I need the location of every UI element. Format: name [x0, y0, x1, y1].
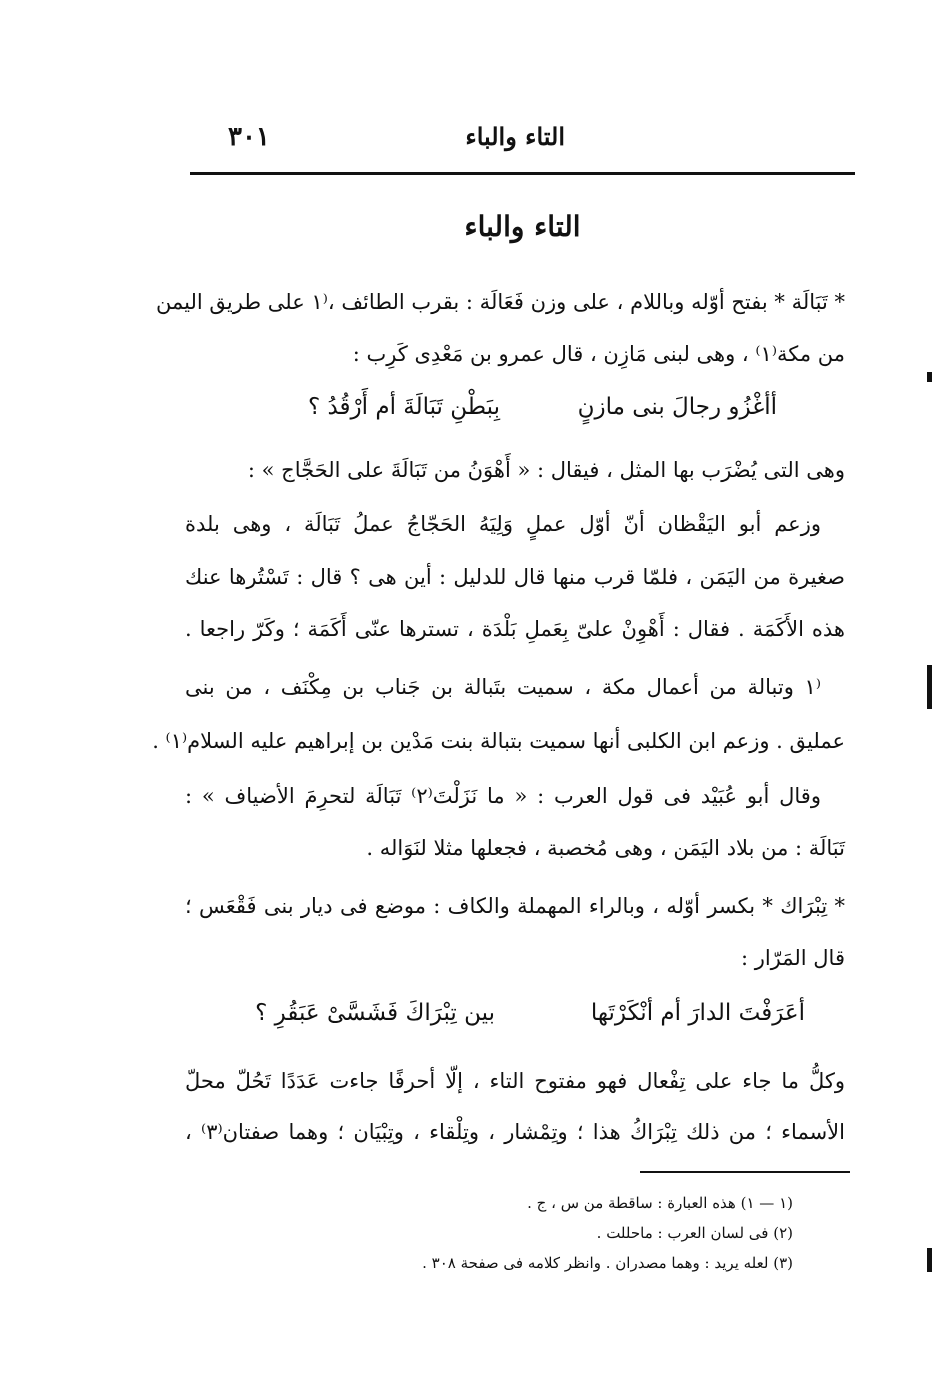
scan-edge-mark [927, 1248, 932, 1272]
section-title: التاء والباء [464, 210, 581, 243]
text-line: وزعم أبو اليَقْظان أنّ أوّل عملٍ وَلِيَهُ الحَجّاجُ عملُ تَبَالَة ، وهى بلدة [185, 512, 821, 536]
text-line: هذه الأَكَمَة . فقال : أَهْوِنْ علىّ بِعَملِ بَلْدَة ، تسترها عنّى أَكَمَة ؛ وكَرّ راجعا . [185, 617, 845, 641]
verse-second-hemistich: بِبَطْنِ تَبَالَةَ أم أَرْقُدُ ؟ [307, 394, 500, 420]
scan-edge-mark [927, 665, 932, 709]
text-line: صغيرة من اليَمَن ، فلمّا قرب منها قال للدليل : أين هى ؟ قال : تَسْتُرها عنك [185, 565, 845, 589]
text-line: * تِبْرَاك * بكسر أوّله ، وبالراء المهملة والكاف : موضع فى ديار بنى فَقْعَس ؛ [185, 894, 845, 918]
scan-edge-mark [927, 372, 932, 382]
text-line: ⁽١ وتبالة من أعمال مكة ، سميت بتَبالة بن جَناب بن مِكْنَف ، من بنى [185, 675, 821, 699]
footnote: (٣) لعله يريد : وهما مصدران . وانظر كلامه فى صفحة ٣٠٨ . [422, 1254, 793, 1272]
footnote: (٢) فى لسان العرب : ماحللت . [596, 1224, 793, 1242]
text-line: الأسماء ؛ من ذلك تِبْرَاكُ هذا ؛ وتِمْشار ، وتِلْقاء ، وتِبْيَان ؛ وهما صفتان⁽٣⁾ ، [185, 1120, 845, 1144]
verse-first-hemistich: أأغْزُو رجالَ بنى مازنٍ [577, 394, 777, 420]
verse-second-hemistich: بين تِبْرَاكَ فَشَسَّىْ عَبَقُرِ ؟ [255, 1000, 495, 1026]
footnote-rule [640, 1171, 850, 1173]
page-number: ٣٠١ [228, 122, 270, 152]
text-line: من مكة⁽١⁾ ، وهى لبنى مَازِن ، قال عمرو بن مَعْدِى كَرِب : [352, 342, 845, 366]
running-header [190, 122, 855, 158]
text-line: عمليق . وزعم ابن الكلبى أنها سميت بتبالة بنت مَدْين بن إبراهيم عليه السلام⁽١⁾ . [152, 729, 845, 753]
text-line: وهى التى يُضْرَب بها المثل ، فيقال : « أَهْوَنُ من تَبَالَةَ على الحَجَّاج » : [247, 458, 845, 482]
footnote: (١ — ١) هذه العبارة : ساقطة من س ، ج . [527, 1194, 793, 1212]
header-rule [190, 172, 855, 175]
running-title: التاء والباء [465, 122, 565, 151]
text-line: * تَبَالَة * بفتح أوّله وباللام ، على وزن فَعَالَة : بقرب الطائف ،⁽١ على طريق اليمن [156, 290, 845, 314]
text-line: وقال أبو عُبَيْد فى قول العرب : « ما نَزَلْتَ⁽٢⁾ تَبَالَة لتحرِمَ الأضياف » : [185, 784, 821, 808]
text-line: قال المَرّار : [740, 946, 845, 970]
verse-first-hemistich: أعَرَفْتَ الدارَ أم أنْكَرْتَها [590, 1000, 805, 1026]
text-line: وكلُّ ما جاء على تِفْعال فهو مفتوح التاء ، إلّا أحرفًا جاءت عَدَدًا تَحُلّ محلّ [185, 1069, 845, 1093]
text-line: تَبَالَة : من بلاد اليَمَن ، وهى مُخصبة ، فجعلها مثلا لنَوَاله . [366, 836, 845, 860]
